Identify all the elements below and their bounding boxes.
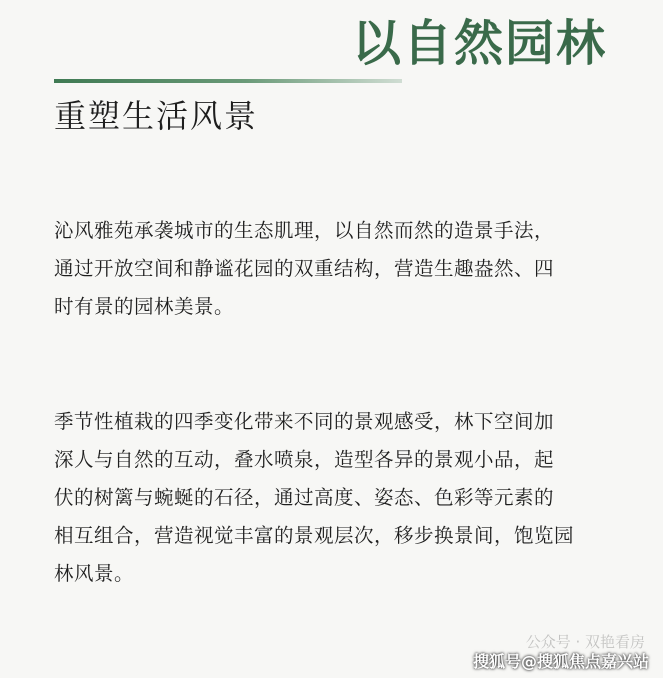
paragraph-line: 沁风雅苑承袭城市的生态肌理，以自然而然的造景手法， xyxy=(54,219,555,242)
watermark-main-text: 搜狐号@搜狐焦点嘉兴站 xyxy=(472,652,649,671)
body-paragraph-1 xyxy=(54,212,614,326)
paragraph-line: 深人与自然的互动，叠水喷泉，造型各异的景观小品，起 xyxy=(54,448,555,471)
paragraph-line: 时有景的园林美景。 xyxy=(54,295,235,318)
paragraph-line: 林风景。 xyxy=(54,562,135,585)
paragraph-line: 伏的树篱与蜿蜒的石径，通过高度、姿态、色彩等元素的 xyxy=(54,486,555,509)
paragraph-line: 相互组合，营造视觉丰富的景观层次，移步换景间，饱览园 xyxy=(54,524,575,547)
watermark xyxy=(472,633,649,672)
page-subtitle: 重塑生活风景 xyxy=(54,97,259,135)
watermark-faint-text: 公众号 · 双艳看房 xyxy=(525,633,645,651)
body-paragraph-2 xyxy=(54,403,614,593)
paragraph-line: 季节性植栽的四季变化带来不同的景观感受，林下空间加 xyxy=(54,410,555,433)
paragraph-line: 通过开放空间和静谧花园的双重结构，营造生趣盎然、四 xyxy=(54,257,555,280)
green-divider xyxy=(54,79,402,83)
page-headline: 以自然园林 xyxy=(351,15,607,72)
